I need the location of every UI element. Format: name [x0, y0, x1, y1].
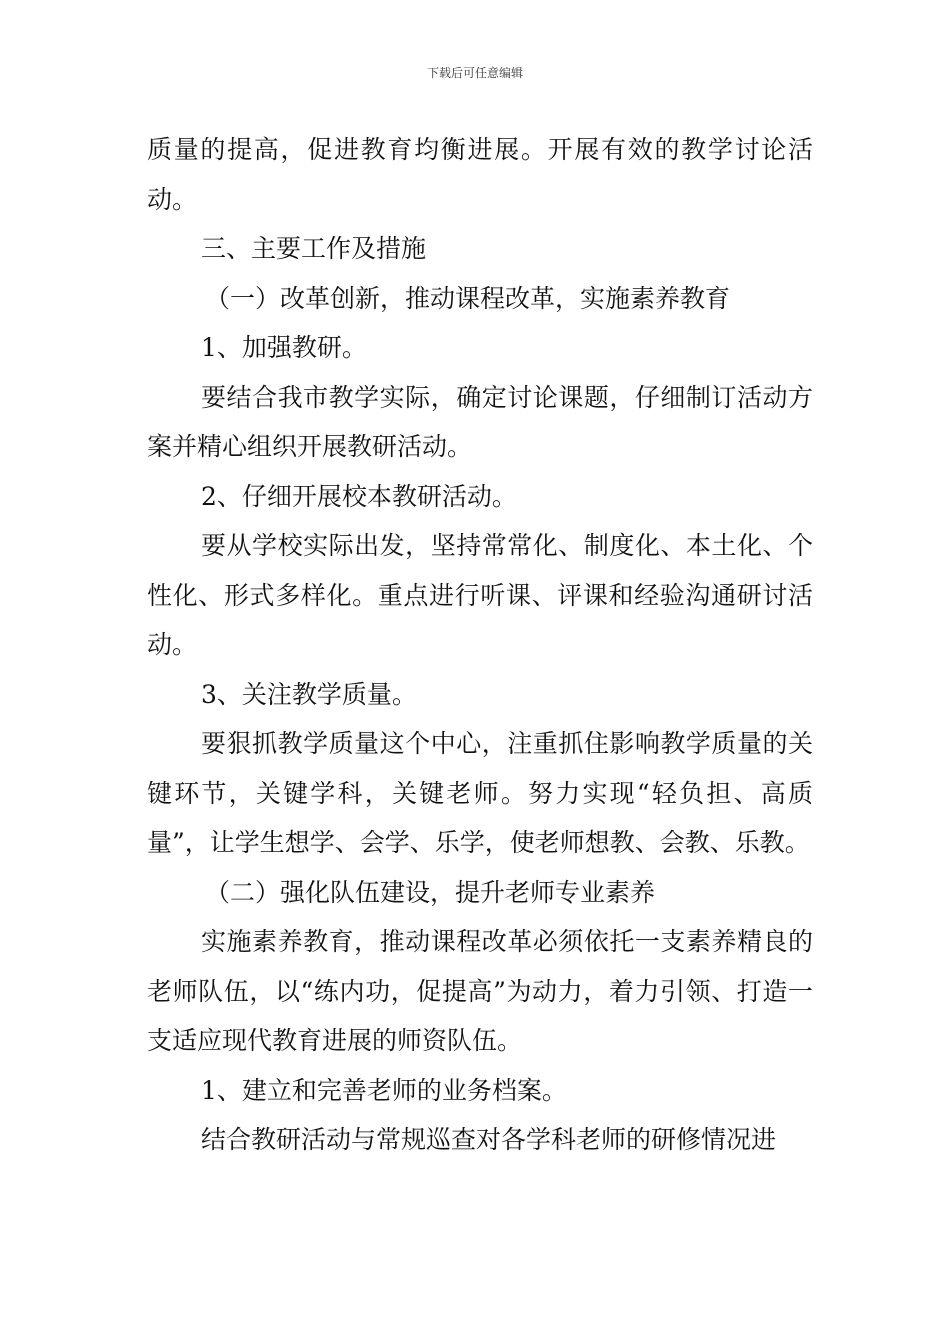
page-header-note: 下载后可任意编辑: [426, 66, 523, 80]
item-heading-1: 1、加强教研。: [201, 333, 367, 362]
section-heading-3: 三、主要工作及措施: [201, 234, 427, 263]
subsection-heading-2: （二）强化队伍建设，提升老师专业素养: [205, 877, 656, 907]
paragraph-item-3: 要狠抓教学质量这个中心，注重抓住影响教学质量的关键环节，关键学科，关键老师。努力实现“轻负担、高质量”，让学生想学、会学、乐学，使老师想教、会教、乐教。: [147, 729, 813, 857]
document-body: [147, 125, 813, 1165]
paragraph-item-1: 要结合我市教学实际，确定讨论课题，仔细制订活动方案并精心组织开展教研活动。: [147, 382, 813, 461]
item-heading-2: 2、仔细开展校本教研活动。: [201, 481, 517, 511]
paragraph-item-2: 要从学校实际出发，坚持常常化、制度化、本土化、个性化、形式多样化。重点进行听课、评课和经验沟通研讨活动。: [147, 531, 813, 659]
item-heading-3: 3、关注教学质量。: [201, 679, 417, 709]
subsection-heading-1: （一）改革创新，推动课程改革，实施素养教育: [205, 283, 731, 313]
item-heading-1b: 1、建立和完善老师的业务档案。: [201, 1075, 567, 1105]
paragraph-item-1b: 结合教研活动与常规巡查对各学科老师的研修情况进: [201, 1125, 777, 1154]
paragraph-subsection-2: 实施素养教育，推动课程改革必须依托一支素养精良的老师队伍，以“练内功，促提高”为动力，着力引领、打造一支适应现代教育进展的师资队伍。: [147, 927, 813, 1055]
paragraph-continuation: 质量的提高，促进教育均衡进展。开展有效的教学讨论活动。: [147, 135, 813, 214]
